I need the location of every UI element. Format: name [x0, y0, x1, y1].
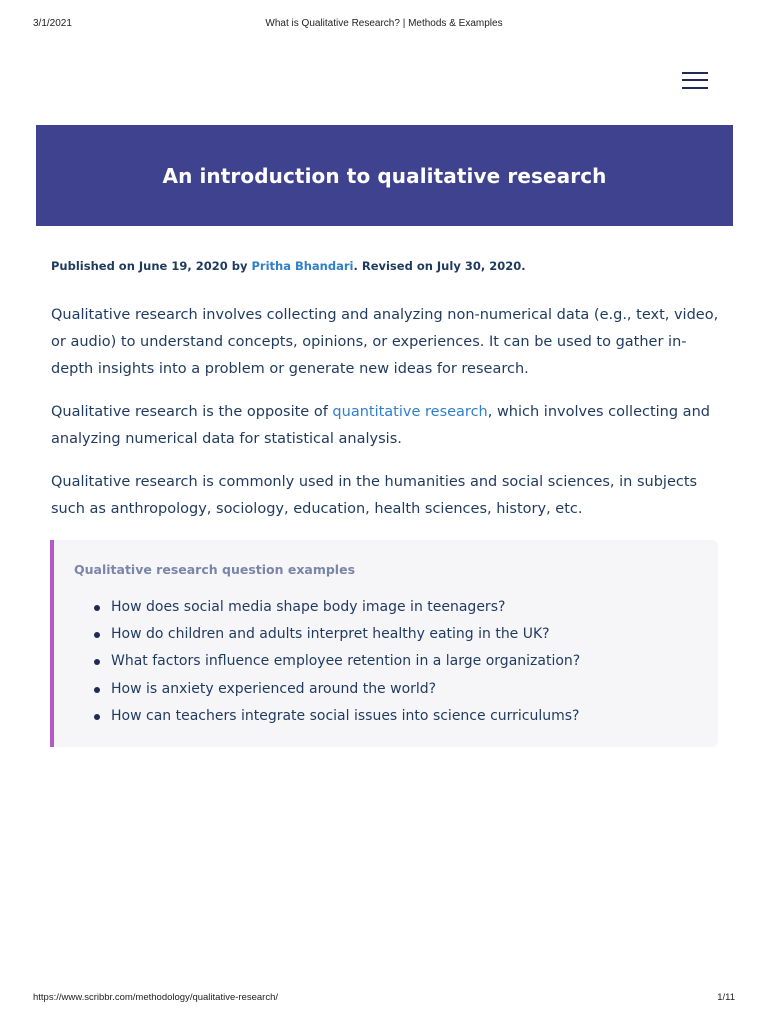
list-item [74, 621, 580, 648]
list-item [74, 594, 580, 621]
examples-list [74, 594, 580, 730]
article-title: An introduction to qualitative research [162, 163, 607, 188]
menu-bar-line [682, 79, 708, 81]
list-item [74, 676, 580, 703]
list-item-text: How is anxiety experienced around the world? [111, 680, 437, 697]
revised-date-text: . Revised on July 30, 2020. [353, 259, 526, 273]
opposite-paragraph [51, 399, 719, 453]
quantitative-research-link[interactable]: quantitative research [332, 404, 488, 420]
menu-bar-line [682, 72, 708, 74]
examples-callout-box [50, 540, 718, 747]
list-item-text: What factors influence employee retention in a large organization? [111, 653, 581, 670]
bullet-icon [94, 659, 100, 665]
print-date: 3/1/2021 [33, 18, 72, 29]
menu-bar-line [682, 87, 708, 89]
list-item [74, 648, 580, 675]
print-footer [0, 992, 768, 1006]
list-item-text: How does social media shape body image in teenagers? [111, 599, 506, 615]
examples-box-title: Qualitative research question examples [74, 562, 356, 577]
list-item-text: How do children and adults interpret healthy eating in the UK? [111, 626, 550, 643]
published-date-text: Published on June 19, 2020 by [51, 259, 252, 273]
bullet-icon [94, 632, 100, 638]
paragraph-text: Qualitative research is the opposite of [51, 404, 333, 420]
print-url: https://www.scribbr.com/methodology/qualitative-research/ [33, 992, 278, 1003]
print-header [0, 18, 768, 32]
bullet-icon [94, 714, 100, 720]
article-hero-banner [36, 125, 733, 226]
author-link[interactable]: Pritha Bhandari [251, 259, 354, 273]
bullet-icon [94, 605, 100, 611]
print-page-title: What is Qualitative Research? | Methods & Examples [265, 18, 503, 29]
fields-paragraph: Qualitative research is commonly used in the humanities and social sciences, in subjects such as anthropology, sociology, education, health sciences, history, etc. [51, 474, 698, 517]
article-byline [51, 259, 526, 273]
list-item-text: How can teachers integrate social issues into science curriculums? [111, 707, 580, 724]
intro-paragraph: Qualitative research involves collecting and analyzing non-numerical data (e.g., text, video, or audio) to understand concepts, opinions, or experiences. It can be used to gather in-depth insights into a problem or generate new ideas for research. [51, 307, 719, 377]
hamburger-menu-icon[interactable] [682, 70, 710, 92]
bullet-icon [94, 687, 100, 693]
paragraph-text: , which involves collecting and analyzing numerical data for statistical analysis. [51, 404, 710, 447]
list-item [74, 703, 580, 730]
article-body [51, 302, 719, 539]
page-number: 1/11 [717, 992, 735, 1003]
